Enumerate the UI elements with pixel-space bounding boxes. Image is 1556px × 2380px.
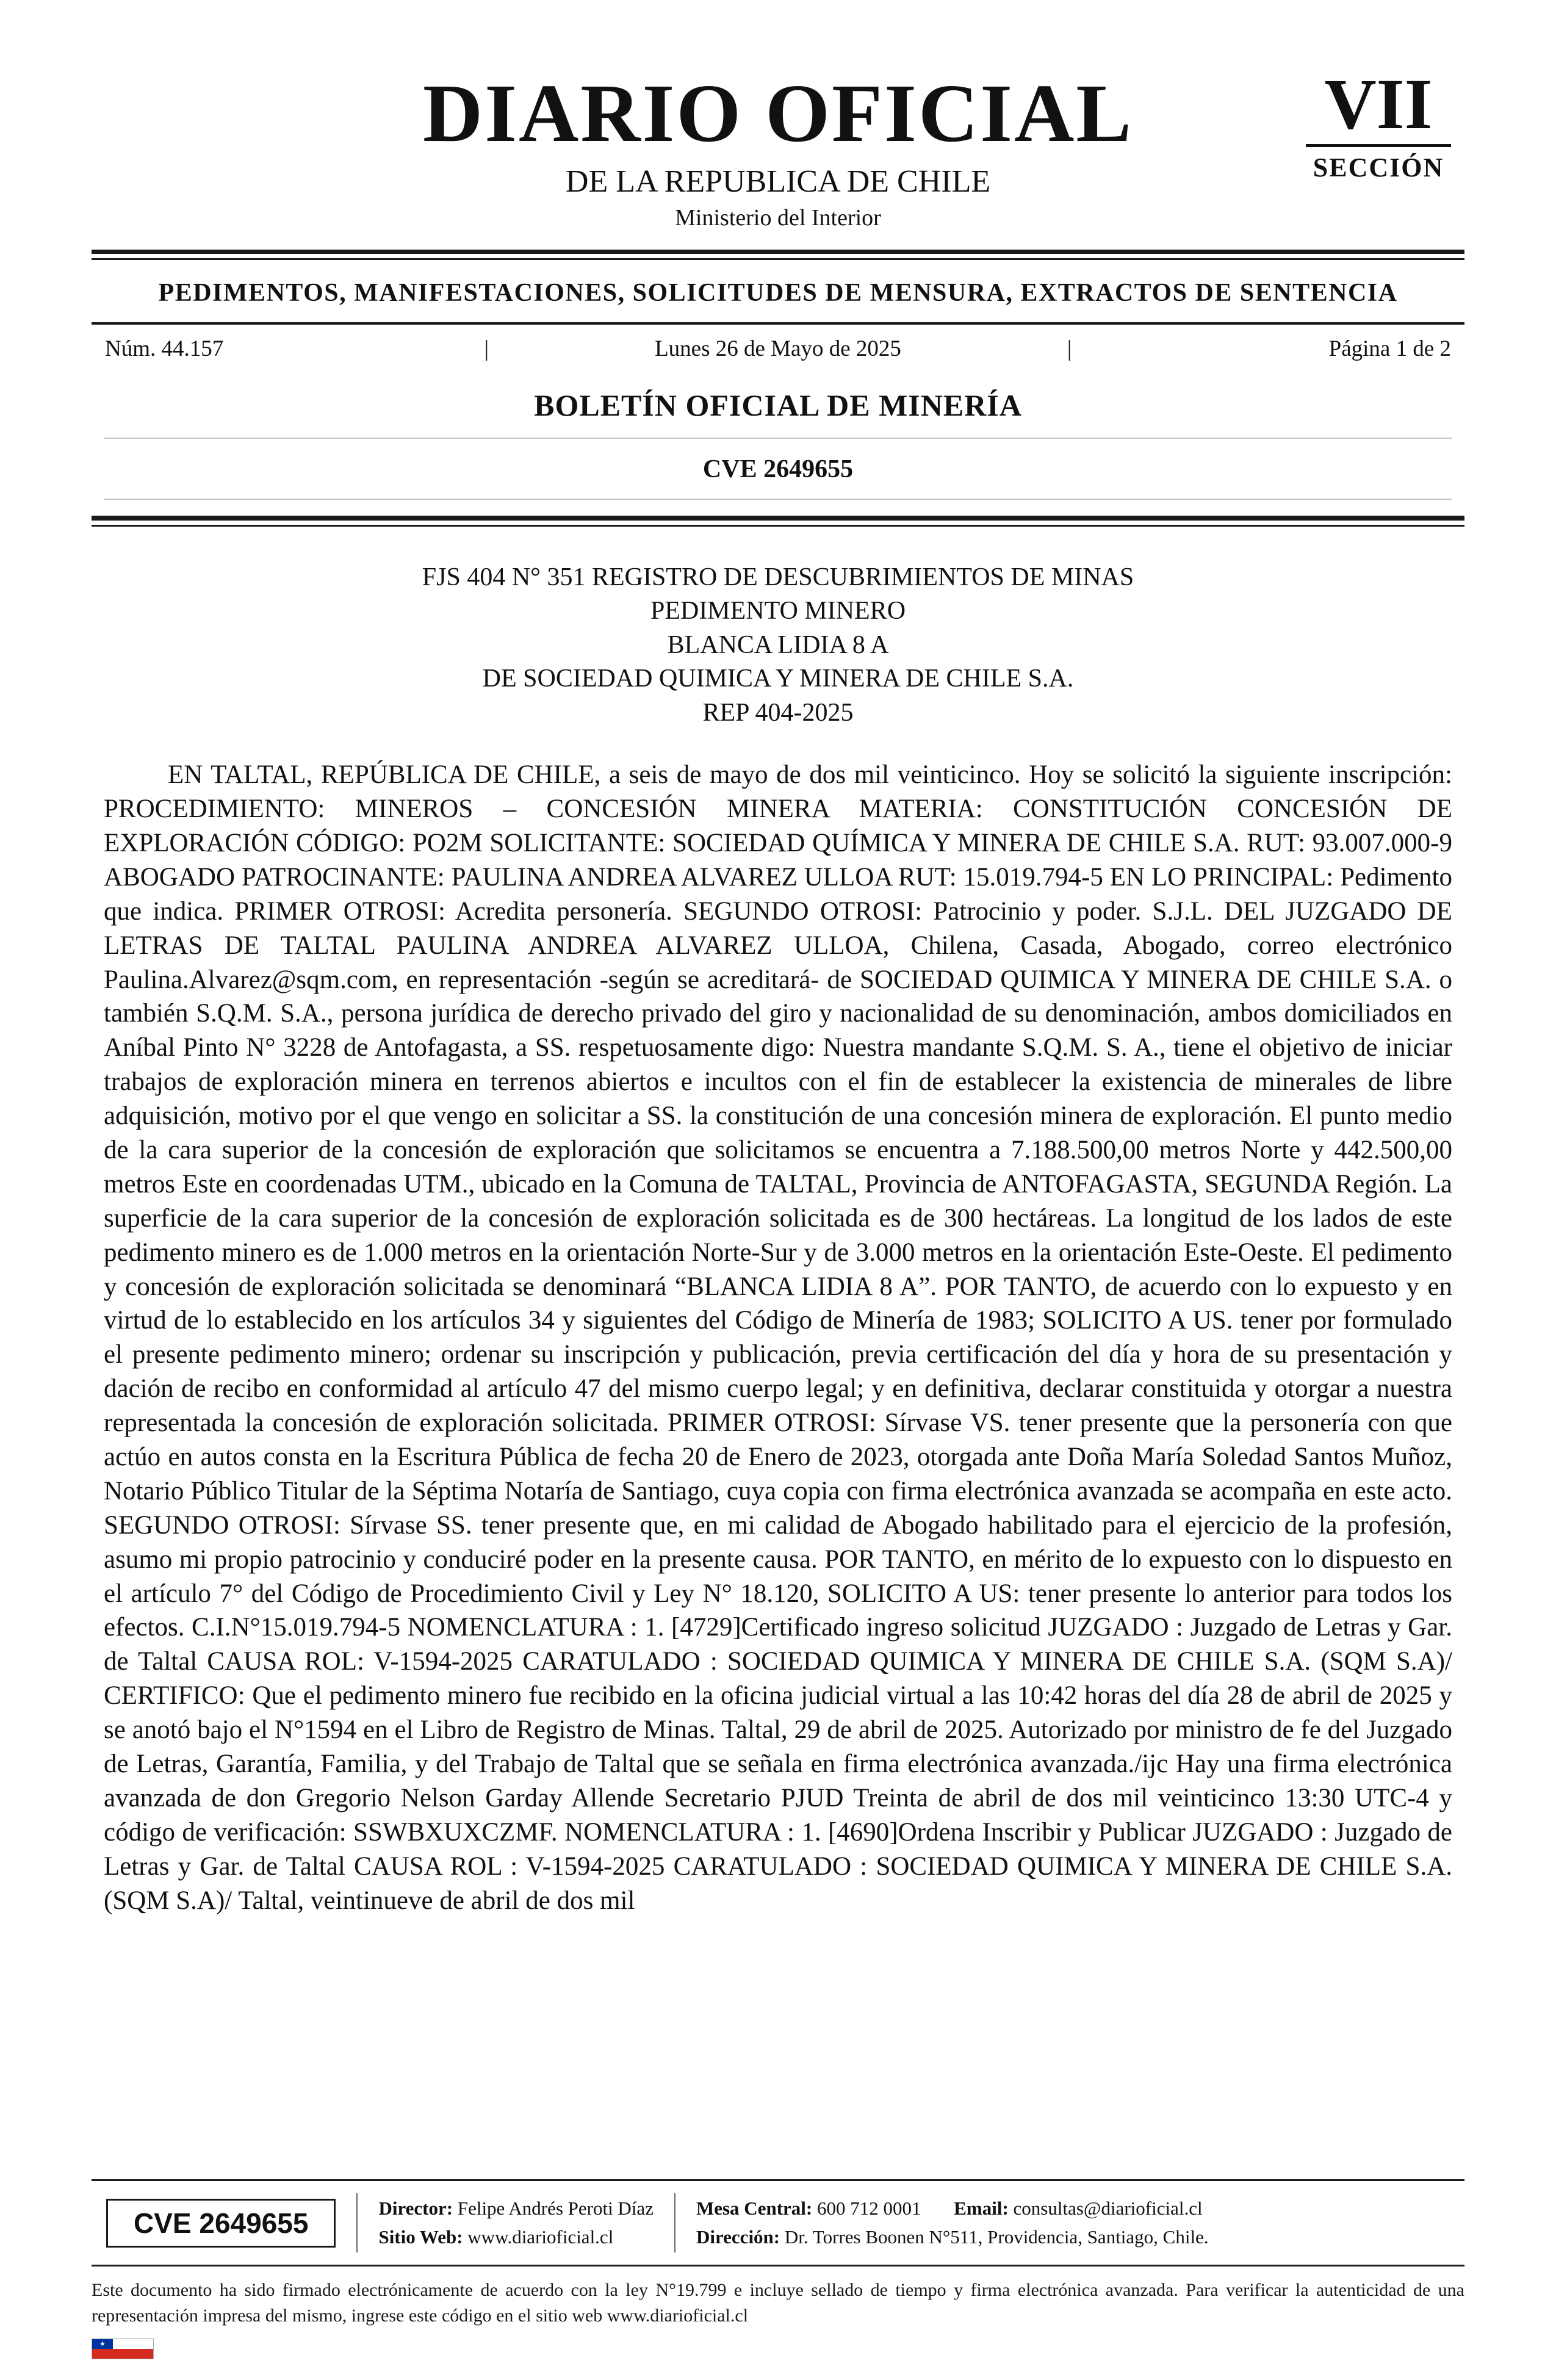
footer-cve-code: CVE 2649655 — [106, 2199, 336, 2248]
page-footer — [92, 2179, 1464, 2359]
section-divider — [92, 516, 1464, 527]
masthead-subtitle: DE LA REPUBLICA DE CHILE — [565, 164, 991, 199]
email-label: Email: — [954, 2198, 1009, 2219]
cve-code: CVE 2649655 — [702, 455, 854, 483]
banner-divider — [92, 322, 1464, 325]
section-box — [1306, 64, 1451, 183]
section-label: SECCIÓN — [1313, 153, 1444, 182]
masthead-title: DIARIO OFICIAL — [422, 68, 1134, 159]
footer-site-line — [378, 2223, 654, 2252]
footer-box — [92, 2179, 1464, 2266]
director-label: Director: — [378, 2198, 453, 2219]
footer-director-column — [356, 2193, 654, 2252]
email-value: consultas@diarioficial.cl — [1013, 2198, 1203, 2219]
notice-heading-line: FJS 404 N° 351 REGISTRO DE DESCUBRIMIENTOS DE MINAS — [422, 563, 1134, 591]
issue-date: Lunes 26 de Mayo de 2025 — [655, 336, 901, 361]
hairline-divider — [104, 499, 1452, 500]
director-value: Felipe Andrés Peroti Díaz — [457, 2198, 654, 2219]
email-pair — [954, 2198, 1202, 2219]
footer-contact-line — [696, 2194, 1209, 2223]
site-value: www.diarioficial.cl — [467, 2226, 614, 2248]
issue-number: Núm. 44.157 — [105, 336, 224, 361]
footer-contact-column — [674, 2193, 1209, 2252]
mesa-central-value: 600 712 0001 — [816, 2198, 921, 2219]
footer-director-line — [378, 2194, 654, 2223]
address-label: Dirección: — [696, 2226, 780, 2248]
issue-meta-row — [92, 336, 1464, 362]
notice-heading-line: DE SOCIEDAD QUIMICA Y MINERA DE CHILE S.A. — [482, 665, 1074, 693]
address-value: Dr. Torres Boonen N°511, Providencia, Santiago, Chile. — [784, 2226, 1209, 2248]
category-banner: PEDIMENTOS, MANIFESTACIONES, SOLICITUDES DE MENSURA, EXTRACTOS DE SENTENCIA — [158, 279, 1398, 307]
bulletin-title: BOLETÍN OFICIAL DE MINERÍA — [534, 388, 1022, 422]
flag-white-field — [113, 2339, 153, 2349]
chile-flag-icon — [92, 2339, 154, 2359]
notice-heading-line: BLANCA LIDIA 8 A — [667, 630, 889, 659]
notice-body: EN TALTAL, REPÚBLICA DE CHILE, a seis de mayo de dos mil veinticinco. Hoy se solicitó la siguiente inscripción: PROCEDIMIENTO: MINEROS – CONCESIÓN MINERA MATERIA: CONSTITUCIÓN CONCESIÓN DE EXPLORACIÓN CÓDIGO: PO2M SOLICITANTE: SOCIEDAD QUÍMICA Y MINERA DE CHILE S.A. RUT: 93.007.000-9 ABOGADO PATROCINANTE: PAULINA ANDREA ALVAREZ ULLOA RUT: 15.019.794-5 EN LO PRINCIPAL: Pedimento que indica. PRIMER OTROSI: Acredita personería. SEGUNDO OTROSI: Patrocinio y poder. S.J.L. DEL JUZGADO DE LETRAS DE TALTAL PAULINA ANDREA ALVAREZ ULLOA, Chilena, Casada, Abogado, correo electrónico Paulina.Alvarez@sqm.com, en representación -según se acreditará- de SOCIEDAD QUIMICA Y MINERA DE CHILE S.A. o también S.Q.M. S.A., persona jurídica de derecho privado del giro y nacionalidad de su denominación, ambos domiciliados en Aníbal Pinto N° 3228 de Antofagasta, a SS. respetuosamente digo: Nuestra mandante S.Q.M. S. A., tiene el objetivo de iniciar trabajos de exploración minera en terrenos abiertos e incultos con el fin de establecer la existencia de minerales de libre adquisición, motivo por el que vengo en solicitar a SS. la constitución de una concesión minera de exploración. El punto medio de la cara superior de la concesión de exploración que solicitamos se encuentra a 7.188.500,00 metros Norte y 442.500,00 metros Este en coordenadas UTM., ubicado en la Comuna de TALTAL, Provincia de ANTOFAGASTA, SEGUNDA Región. La superficie de la cara superior de la concesión de exploración solicitada es de 300 hectáreas. La longitud de los lados de este pedimento minero es de 1.000 metros en la orientación Norte-Sur y de 3.000 metros en la orientación Este-Oeste. El pedimento y concesión de exploración solicitada se denominará “BLANCA LIDIA 8 A”. POR TANTO, de acuerdo con lo expuesto y en virtud de lo establecido en los artículos 34 y siguientes del Código de Minería de 1983; SOLICITO A US. tener por formulado el presente pedimento minero; ordenar su inscripción y publicación, previa certificación del día y hora de su presentación y dación de recibo en conformidad al artículo 47 del mismo cuerpo legal; y en definitiva, declarar constituida y otorgar a nuestra representada la concesión de exploración solicitada. PRIMER OTROSI: Sírvase VS. tener presente que la personería con que actúo en autos consta en la Escritura Pública de fecha 20 de Enero de 2023, otorgada ante Doña María Soledad Santos Muñoz, Notario Público Titular de la Séptima Notaría de Santiago, cuya copia con firma electrónica avanzada se acompaña en este acto. SEGUNDO OTROSI: Sírvase SS. tener presente que, en mi calidad de Abogado habilitado para el ejercicio de la profesión, asumo mi propio patrocinio y conduciré poder en la presente causa. POR TANTO, en mérito de lo expuesto con lo dispuesto en el artículo 7° del Código de Procedimiento Civil y Ley N° 18.120, SOLICITO A US: tener presente lo anterior para todos los efectos. C.I.N°15.019.794-5 NOMENCLATURA : 1. [4729]Certificado ingreso solicitud JUZGADO : Juzgado de Letras y Gar. de Taltal CAUSA ROL: V-1594-2025 CARATULADO : SOCIEDAD QUIMICA Y MINERA DE CHILE S.A. (SQM S.A)/ CERTIFICO: Que el pedimento minero fue recibido en la oficina judicial virtual a las 10:42 horas del día 28 de abril de 2025 y se anotó bajo el N°1594 en el Libro de Registro de Minas. Taltal, 29 de abril de 2025. Autorizado por ministro de fe del Juzgado de Letras, Garantía, Familia, y del Trabajo de Taltal que se señala en firma electrónica avanzada./ijc Hay una firma electrónica avanzada de don Gregorio Nelson Garday Allende Secretario PJUD Treinta de abril de dos mil veinticinco 13:30 UTC-4 y código de verificación: SSWBXUXCZMF. NOMENCLATURA : 1. [4690]Ordena Inscribir y Publicar JUZGADO : Juzgado de Letras y Gar. de Taltal CAUSA ROL : V-1594-2025 CARATULADO : SOCIEDAD QUIMICA Y MINERA DE CHILE S.A. (SQM S.A)/ Taltal, veintinueve de abril de dos mil — [104, 760, 1452, 1915]
flag-red-stripe — [92, 2349, 153, 2359]
meta-separator: | — [484, 336, 489, 361]
flag-canton-star: ★ — [92, 2339, 113, 2349]
mining-notice — [0, 561, 1556, 1917]
masthead-ministry: Ministerio del Interior — [675, 205, 881, 231]
page-indicator: Página 1 de 2 — [1328, 336, 1451, 361]
flag-top-row — [92, 2339, 153, 2349]
section-number: VII — [1306, 68, 1451, 147]
mesa-central-label: Mesa Central: — [696, 2198, 813, 2219]
masthead-divider — [92, 250, 1464, 260]
site-label: Sitio Web: — [378, 2226, 463, 2248]
notice-heading-line: REP 404-2025 — [702, 698, 854, 727]
hairline-divider — [104, 438, 1452, 439]
notice-heading-line: PEDIMENTO MINERO — [650, 597, 906, 626]
mesa-central-pair — [696, 2198, 926, 2219]
masthead — [0, 0, 1556, 231]
meta-separator: | — [1067, 336, 1072, 361]
footer-address-line — [696, 2223, 1209, 2252]
notice-heading — [0, 561, 1556, 730]
signature-fine-print: Este documento ha sido firmado electrónicamente de acuerdo con la ley N°19.799 e incluye sellado de tiempo y firma electrónica avanzada. Para verificar la autenticidad de una representación impresa del mismo, ingrese este código en el sitio web www.diarioficial.cl — [92, 2280, 1464, 2326]
